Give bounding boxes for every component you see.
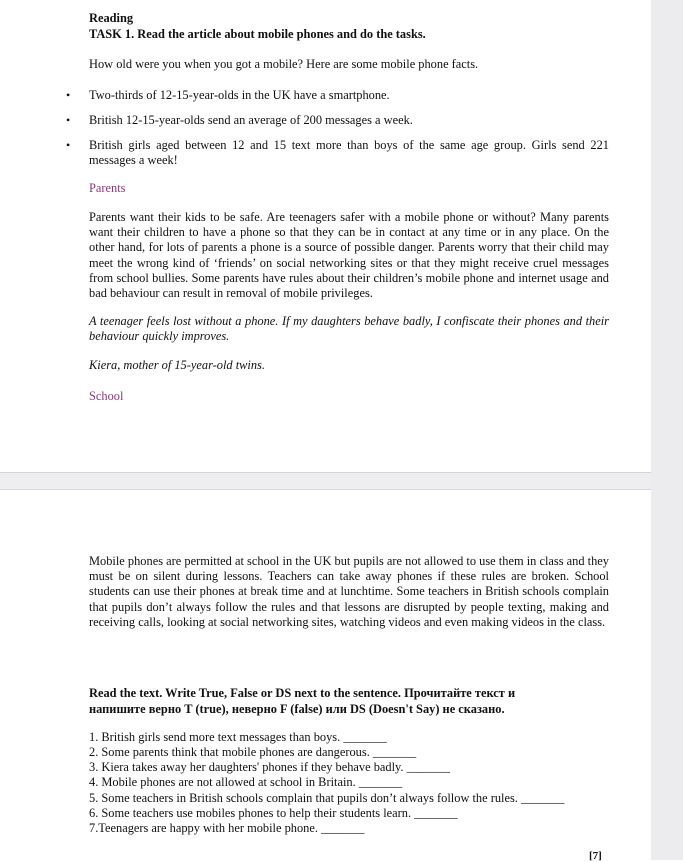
section-heading: Reading: [89, 11, 134, 25]
school-paragraph: Mobile phones are permitted at school in the UK but pupils are not allowed to use them in class and they must be on silent during lessons. Teachers can take away phones if these rules are broken. School students can use their phones at break time and at lunchtime. Some teachers in British schools complain that pupils don’t always follow the rules and that lessons are disrupted by people texting, making and receiving calls, looking at social networking sites, watching videos and even making videos in the class.: [89, 554, 609, 629]
bullet-icon: •: [66, 88, 71, 102]
task-heading: TASK 1. Read the article about mobile phones and do the tasks.: [89, 27, 426, 41]
statement-item: 7.Teenagers are happy with her mobile phone. _______: [89, 821, 365, 835]
statement-item: 3. Kiera takes away her daughters' phones if they behave badly. _______: [89, 760, 450, 774]
statement-item: 2. Some parents think that mobile phones are dangerous. _______: [89, 745, 417, 759]
bullet-icon: •: [66, 113, 71, 127]
score-mark: [7]: [589, 850, 602, 862]
quote-attribution: Kiera, mother of 15-year-old twins.: [89, 358, 265, 372]
fact-item: British 12-15-year-olds send an average of 200 messages a week.: [89, 113, 413, 127]
parents-quote: A teenager feels lost without a phone. If my daughters behave badly, I confiscate their phones and their behaviour quickly improves.: [89, 314, 609, 344]
statement-item: 6. Some teachers use mobiles phones to help their students learn. _______: [89, 806, 458, 820]
statement-item: 4. Mobile phones are not allowed at school in Britain. _______: [89, 775, 403, 789]
document-page-2: [0, 490, 651, 860]
fact-item: Two-thirds of 12-15-year-olds in the UK have a smartphone.: [89, 88, 390, 102]
statement-item: 5. Some teachers in British schools complain that pupils don’t always follow the rules. _______: [89, 791, 565, 805]
bullet-icon: •: [66, 138, 71, 152]
intro-text: How old were you when you got a mobile? Here are some mobile phone facts.: [89, 57, 479, 71]
viewer-gutter: [651, 0, 683, 860]
task-instruction-line1: Read the text. Write True, False or DS next to the sentence. Прочитайте текст и: [89, 686, 516, 700]
parents-heading: Parents: [89, 181, 126, 195]
statement-item: 1. British girls send more text messages than boys. _______: [89, 730, 387, 744]
task-instruction-line2: напишите верно T (true), неверно F (false) или DS (Doesn't Say) не сказано.: [89, 702, 505, 716]
parents-paragraph: Parents want their kids to be safe. Are teenagers safer with a mobile phone or without? Many parents want their children to have a phone so that they can be in contact at any time or in any place. On the other hand, for lots of parents a phone is a source of possible danger. Parents worry that their child may meet the wrong kind of ‘friends’ on social networking sites or that they might receive cruel messages from school bullies. Some parents have rules about their children’s mobile phone and internet usage and bad behaviour can result in removal of mobile privileges.: [89, 210, 609, 301]
page-break: [0, 472, 651, 490]
fact-item: British girls aged between 12 and 15 text more than boys of the same age group. Girls send 221 messages a week!: [89, 138, 609, 168]
school-heading: School: [89, 389, 124, 403]
